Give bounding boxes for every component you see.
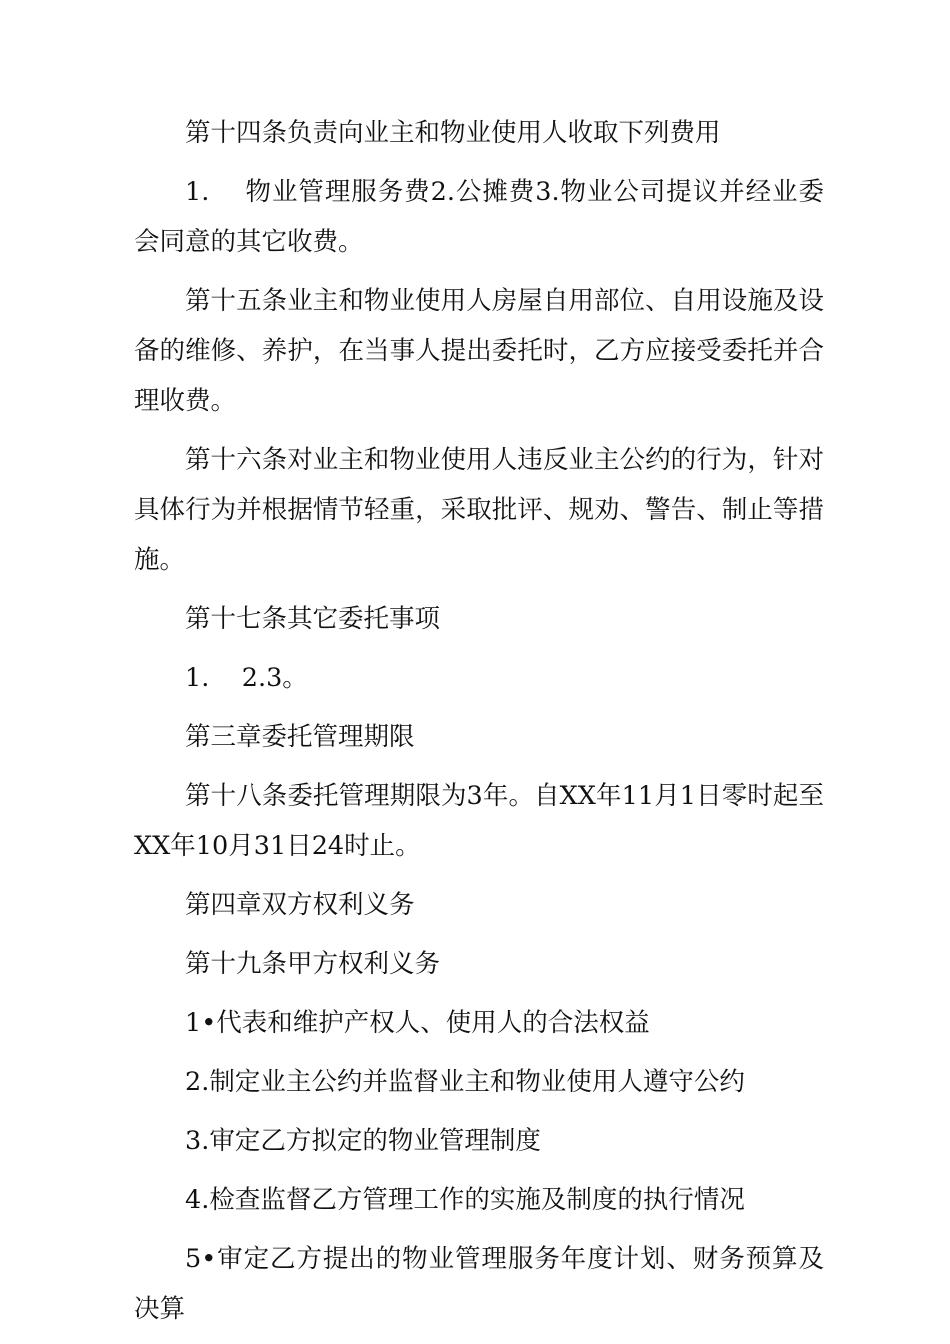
article-16-text: 第十六条对业主和物业使用人违反业主公约的行为，针对具体行为并根据情节轻重，采取批评、规劝、警告、制止等措施。 [134, 445, 824, 575]
article-18-text: 第十八条委托管理期限为3年。自XX年11月1日零时起至XX年10月31日24时止。 [134, 781, 824, 861]
list-item-2: 2.制定业主公约并监督业主和物业使用人遵守公约 [185, 1067, 745, 1097]
list-item-4: 4.检查监督乙方管理工作的实施及制度的执行情况 [185, 1185, 745, 1215]
article-14-fee-list: 1. 物业管理服务费2.公摊费3.物业公司提议并经业委会同意的其它收费。 [134, 177, 824, 257]
article-17-heading: 第十七条其它委托事项 [185, 604, 441, 634]
list-item-1: 1•代表和维护产权人、使用人的合法权益 [185, 1008, 650, 1038]
article-14-heading: 第十四条负责向业主和物业使用人收取下列费用 [185, 118, 721, 148]
list-item-5: 5•审定乙方提出的物业管理服务年度计划、财务预算及决算 [134, 1244, 824, 1324]
article-15-text: 第十五条业主和物业使用人房屋自用部位、自用设施及设备的维修、养护，在当事人提出委托时，乙方应接受委托并合理收费。 [134, 286, 824, 416]
document-body [134, 108, 824, 1343]
chapter-3-heading: 第三章委托管理期限 [185, 722, 415, 752]
list-item-3: 3.审定乙方拟定的物业管理制度 [185, 1126, 541, 1156]
chapter-4-heading: 第四章双方权利义务 [185, 890, 415, 920]
article-17-items: 1. 2.3。 [185, 663, 308, 693]
article-19-heading: 第十九条甲方权利义务 [185, 949, 441, 979]
